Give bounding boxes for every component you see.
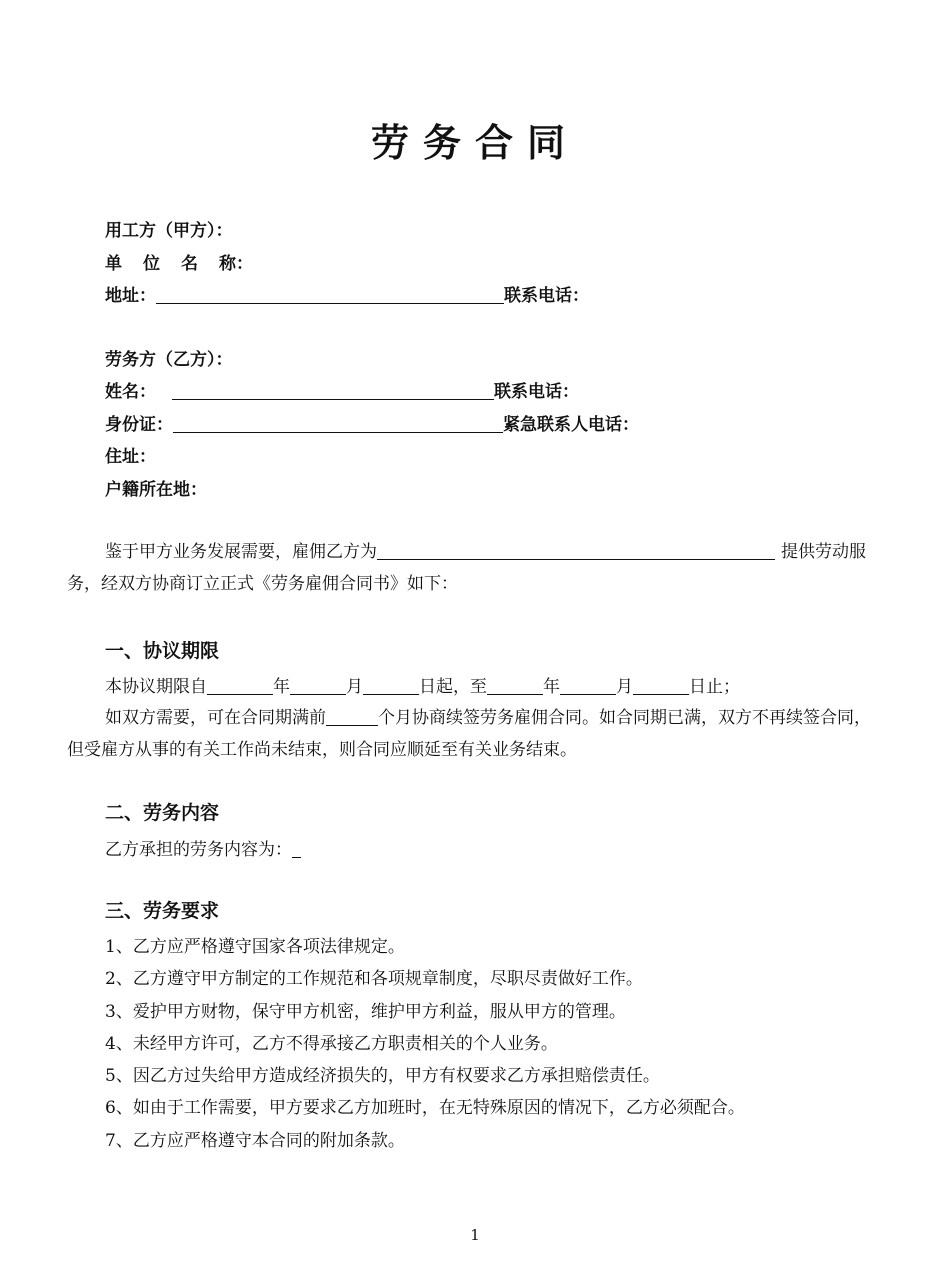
party-b-header: 劳务方（乙方）： <box>105 350 233 370</box>
end-day-field[interactable] <box>633 677 689 695</box>
requirement-item: 4、未经甲方许可，乙方不得承接乙方职责相关的个人业务。 <box>105 1034 558 1054</box>
section-1-heading: 一、协议期限 <box>105 640 220 662</box>
document-title: 劳务合同 <box>370 121 579 165</box>
id-row <box>105 415 639 435</box>
requirement-item: 5、因乙方过失给甲方造成经济损失的，甲方有权要求乙方承担赔偿责任。 <box>105 1066 660 1086</box>
requirement-item: 3、爱护甲方财物，保守甲方机密，维护甲方利益，服从甲方的管理。 <box>105 1002 626 1022</box>
name-label: 姓名： <box>105 382 156 402</box>
party-a-header: 用工方（甲方）： <box>105 221 233 241</box>
id-label: 身份证： <box>105 415 173 435</box>
emergency-phone-label: 紧急联系人电话： <box>503 415 639 435</box>
page-number: 1 <box>470 1226 480 1244</box>
start-month-field[interactable] <box>290 677 346 695</box>
service-content-field[interactable] <box>292 840 301 858</box>
address-label: 地址： <box>105 286 156 306</box>
section-2-heading: 二、劳务内容 <box>105 802 220 824</box>
requirement-item: 6、如由于工作需要，甲方要求乙方加班时，在无特殊原因的情况下，乙方必须配合。 <box>105 1098 745 1118</box>
hukou-label: 户籍所在地： <box>105 480 207 500</box>
renewal-paragraph: 如双方需要，可在合同期满前 个月协商续签劳务雇佣合同。如合同期已满，双方不再续签合同，但受雇方从事的有关工作尚未结束，则合同应顺延至有关业务结束。 <box>67 708 871 760</box>
requirement-item: 7、乙方应严格遵守本合同的附加条款。 <box>105 1131 405 1151</box>
service-content-line: 乙方承担的劳务内容为： <box>105 840 301 860</box>
end-month-field[interactable] <box>560 677 616 695</box>
name-field[interactable] <box>172 382 494 400</box>
service-field[interactable] <box>377 542 775 560</box>
end-year-field[interactable] <box>487 677 543 695</box>
party-a-phone-label: 联系电话： <box>504 286 589 306</box>
start-year-field[interactable] <box>207 677 273 695</box>
residence-label: 住址： <box>105 447 156 467</box>
requirement-item: 1、乙方应严格遵守国家各项法律规定。 <box>105 937 405 957</box>
start-day-field[interactable] <box>363 677 419 695</box>
party-b-phone-label: 联系电话： <box>494 382 579 402</box>
address-row <box>105 286 589 306</box>
unit-name-label: 单 位 名 称： <box>105 254 253 274</box>
name-row <box>105 382 579 402</box>
term-line: 本协议期限自 年 月 日起，至 年 月 日止； <box>105 677 740 697</box>
id-field[interactable] <box>173 415 503 433</box>
section-3-heading: 三、劳务要求 <box>105 900 220 922</box>
address-field[interactable] <box>156 286 504 304</box>
renewal-months-field[interactable] <box>326 708 378 726</box>
requirement-item: 2、乙方遵守甲方制定的工作规范和各项规章制度，尽职尽责做好工作。 <box>105 969 643 989</box>
intro-paragraph: 鉴于甲方业务发展需要，雇佣乙方为 提供劳动服务，经双方协商订立正式《劳务雇佣合同书》如下： <box>67 542 866 594</box>
